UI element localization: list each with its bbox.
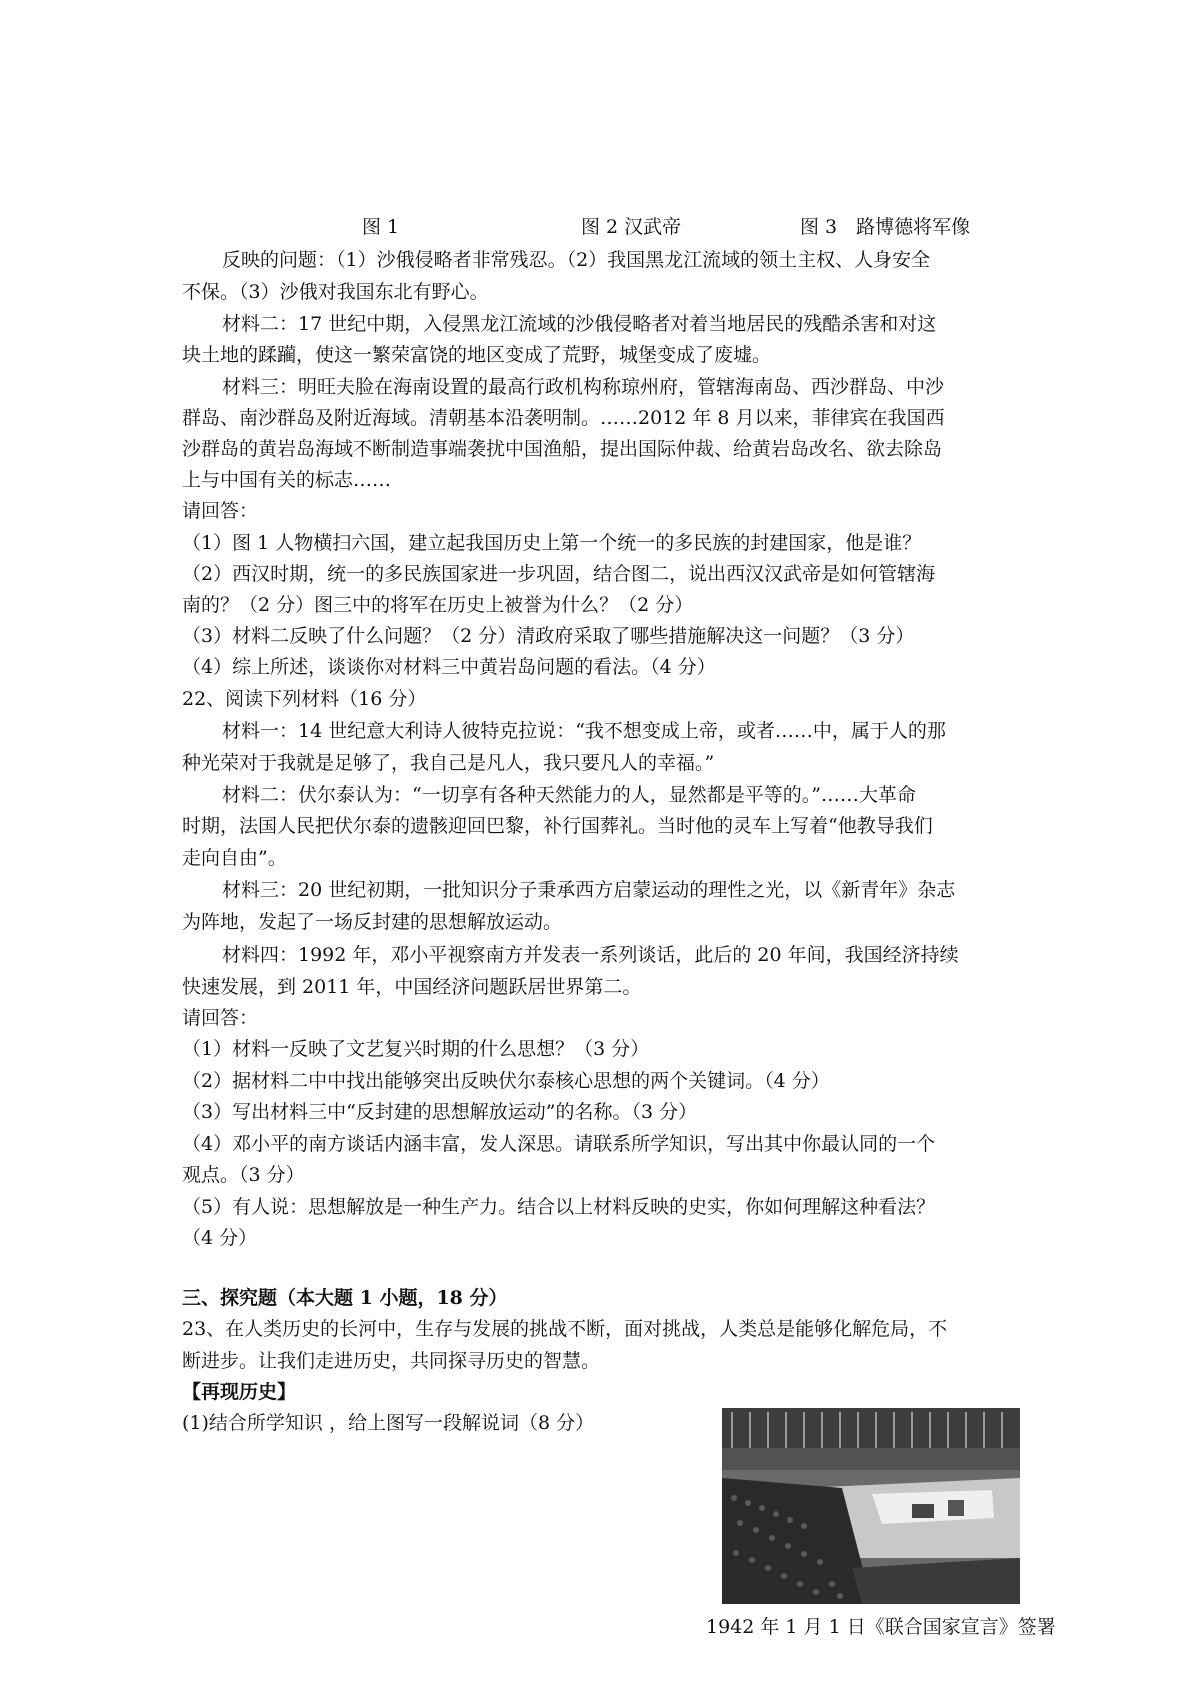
material-paragraph: 种光荣对于我就是足够了，我自己是凡人，我只要凡人的幸福。” [182,752,715,774]
question-item: （5）有人说：思想解放是一种生产力。结合以上材料反映的史实，你如何理解这种看法？ [182,1196,936,1218]
material-paragraph: 时期，法国人民把伏尔泰的遗骸迎回巴黎，补行国葬礼。当时他的灵车上写着“他教导我们 [182,815,933,837]
question-prompt: 请回答： [182,500,259,522]
material-paragraph: 群岛、南沙群岛及附近海域。清朝基本沿袭明制。……2012 年 8 月以来，菲律宾在我国西 [182,407,945,429]
question-item: (1)结合所学知识 ，给上图写一段解说词（8 分） [182,1412,595,1434]
question-item: （4）邓小平的南方谈话内涵丰富，发人深思。请联系所学知识，写出其中你最认同的一个 [182,1133,936,1155]
question-heading: 断进步。让我们走进历史，共同探寻历史的智慧。 [182,1350,601,1372]
photo-caption: 1942 年 1 月 1 日《联合国家宣言》签署 [706,1616,1056,1638]
question-item: 南的？（2 分）图三中的将军在历史上被誉为什么？（2 分） [182,594,694,616]
material-paragraph: 为阵地，发起了一场反封建的思想解放运动。 [182,911,563,933]
question-item: （3）材料二反映了什么问题？（2 分）清政府采取了哪些措施解决这一问题？（3 分） [182,625,915,647]
question-item: （4 分） [182,1227,258,1249]
declaration-signing-photo [722,1408,1020,1604]
material-paragraph: 上与中国有关的标志…… [182,469,392,491]
material-paragraph: 材料二：伏尔泰认为：“一切享有各种天然能力的人，显然都是平等的。”……大革命 [222,784,916,806]
subsection-heading: 【再现历史】 [182,1381,297,1403]
material-paragraph: 材料三：明旺夫脸在海南设置的最高行政机构称琼州府，管辖海南岛、西沙群岛、中沙 [222,376,945,398]
material-paragraph: 快速发展，到 2011 年，中国经济问题跃居世界第二。 [182,976,642,998]
figure-1-caption: 图 1 [362,216,400,238]
section-heading: 三、探究题（本大题 1 小题，18 分） [182,1287,508,1309]
material-paragraph: 块土地的蹂躏，使这一繁荣富饶的地区变成了荒野，城堡变成了废墟。 [182,344,772,366]
question-prompt: 请回答： [182,1007,259,1029]
material-paragraph: 材料三：20 世纪初期，一批知识分子秉承西方启蒙运动的理性之光，以《新青年》杂志 [222,879,956,901]
question-item: （1）图 1 人物横扫六国，建立起我国历史上第一个统一的多民族的封建国家，他是谁？ [182,532,922,554]
material-paragraph: 材料二：17 世纪中期，入侵黑龙江流域的沙俄侵略者对着当地居民的残酷杀害和对这 [222,313,937,335]
material-paragraph: 走向自由”。 [182,847,287,869]
question-item: （2）据材料二中中找出能够突出反映伏尔泰核心思想的两个关键词。（4 分） [182,1070,830,1092]
figure-2-caption: 图 2 汉武帝 [581,216,682,238]
answer-line: 反映的问题：（1）沙俄侵略者非常残忍。（2）我国黑龙江流域的领土主权、人身安全 [222,249,931,271]
question-item: （2）西汉时期，统一的多民族国家进一步巩固，结合图二，说出西汉汉武帝是如何管辖海 [182,563,936,585]
question-item: （3）写出材料三中“反封建的思想解放运动”的名称。（3 分） [182,1101,698,1123]
question-heading: 22、阅读下列材料（16 分） [182,688,427,710]
question-item: （1）材料一反映了文艺复兴时期的什么思想？（3 分） [182,1038,650,1060]
material-paragraph: 沙群岛的黄岩岛海域不断制造事端袭扰中国渔船，提出国际仲裁、给黄岩岛改名、欲去除岛 [182,438,943,460]
question-item: 观点。（3 分） [182,1164,305,1186]
question-item: （4）综上所述，谈谈你对材料三中黄岩岛问题的看法。（4 分） [182,656,716,678]
material-paragraph: 材料四：1992 年，邓小平视察南方并发表一系列谈话，此后的 20 年间，我国经济持续 [222,944,959,966]
figure-3-caption: 图 3 路博德将军像 [800,216,971,238]
answer-line: 不保。（3）沙俄对我国东北有野心。 [182,281,489,303]
material-paragraph: 材料一：14 世纪意大利诗人彼特克拉说：“我不想变成上帝，或者……中，属于人的那 [222,720,946,742]
question-heading: 23、在人类历史的长河中，生存与发展的挑战不断，面对挑战，人类总是能够化解危局，不 [182,1318,948,1340]
